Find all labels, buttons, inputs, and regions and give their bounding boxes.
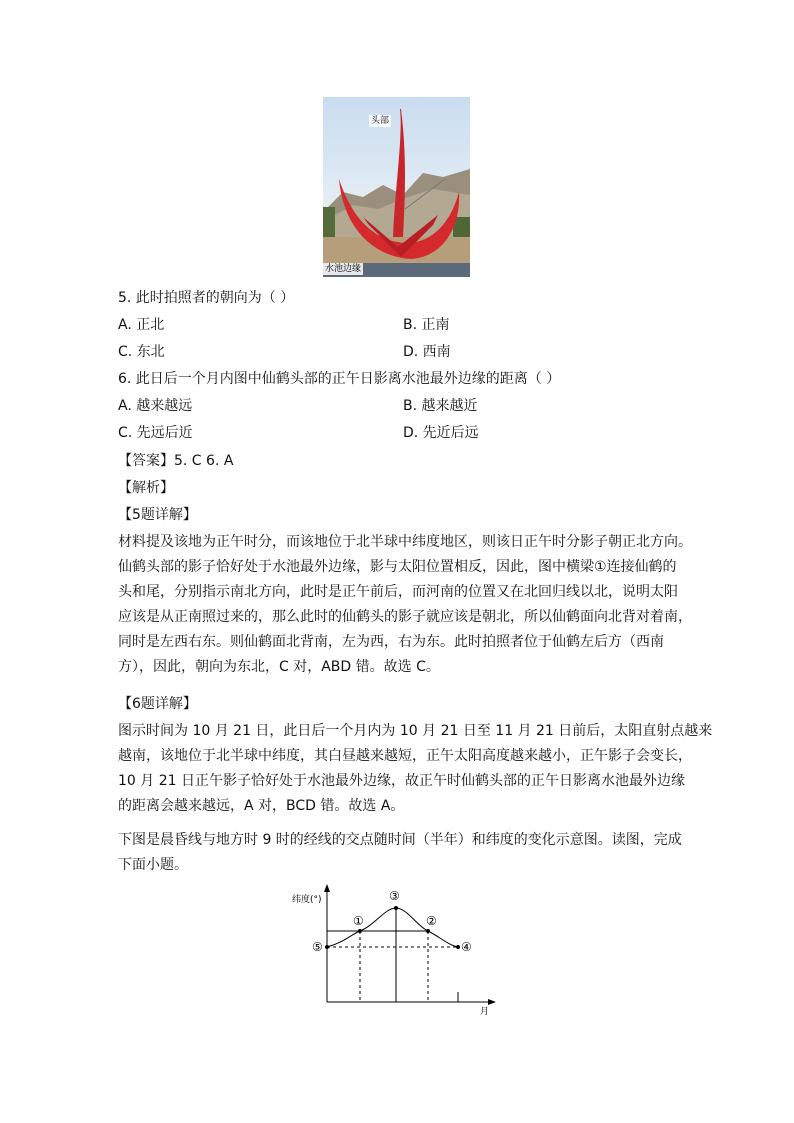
curve [327,908,458,947]
label-point-4: ④ [461,940,472,954]
detail-5-line: 材料提及该地为正午时分，而该地位于北半球中纬度地区，则该日正午时分影子朝正北方向。 [118,534,692,550]
label-point-1: ① [353,914,364,928]
photo-label-head: 头部 [371,116,390,126]
point-2 [426,929,430,933]
point-4 [456,945,460,949]
q5-option-c: C. 东北 [118,344,165,360]
detail-5-line: 方），因此，朝向为东北，C 对，ABD 错。故选 C。 [118,659,440,675]
photo-label-pool-edge: 水池边缘 [325,264,362,274]
detail-6-line: 越南，该地位于北半球中纬度，其白昼越来越短，正午太阳高度越来越小，正午影子会变长， [118,748,692,764]
y-axis-label: 纬度(°) [292,895,322,905]
sculpture-illustration [323,97,470,277]
q5-option-a: A. 正北 [118,317,165,333]
detail-5-line: 同时是左西右东。则仙鹤面北背南，左为西，右为东。此时拍照者位于仙鹤左后方（西南 [118,634,664,650]
answer-line: 【答案】5. C 6. A [118,453,234,469]
q6-option-d: D. 先近后远 [403,425,479,441]
q6-option-a: A. 越来越远 [118,398,193,414]
q5-option-d: D. 西南 [403,344,451,360]
detail-5-body [118,530,692,680]
figure-svg [290,882,502,1018]
q6-option-c: C. 先远后近 [118,425,193,441]
detail-5-heading: 【5题详解】 [118,507,197,523]
point-3 [394,906,398,910]
intro-line: 下面小题。 [118,857,188,873]
question-6-stem: 6. 此日后一个月内图中仙鹤头部的正午日影离水池最外边缘的距离（ ） [118,371,561,387]
point-5 [325,945,329,949]
detail-6-body [118,719,713,819]
y-axis-arrow [324,884,330,892]
x-axis-label: 月 [480,1007,490,1017]
analysis-heading: 【解析】 [118,480,174,496]
q5-option-b: B. 正南 [403,317,450,333]
x-axis-arrow [488,999,496,1005]
label-point-2: ② [426,914,437,928]
detail-6-line: 10 月 21 日正午影子恰好处于水池最外边缘，故正午时仙鹤头部的正午日影离水池最外边缘 [118,773,685,789]
detail-6-line: 的距离会越来越远，A 对，BCD 错。故选 A。 [118,798,405,814]
detail-5-line: 仙鹤头部的影子恰好处于水池最外边缘，影与太阳位置相反，因此，图中横梁①连接仙鹤的 [118,559,677,575]
detail-6-heading: 【6题详解】 [118,696,197,712]
intro-line: 下图是晨昏线与地方时 9 时的经线的交点随时间（半年）和纬度的变化示意图。读图，完成 [118,832,682,848]
detail-6-line: 图示时间为 10 月 21 日，此日后一个月内为 10 月 21 日至 11 月 21 日前后，太阳直射点越来 [118,723,713,739]
label-point-5: ⑤ [312,940,323,954]
detail-5-line: 应该是从正南照过来的，那么此时的仙鹤头的影子就应该是朝北，所以仙鹤面向北背对着南， [118,609,692,625]
detail-5-line: 头和尾，分别指示南北方向，此时是正午前后，而河南的位置又在北回归线以北，说明太阳 [118,584,678,600]
point-1 [358,929,362,933]
crane-sculpture-photo [323,97,470,277]
latitude-month-figure [290,882,502,1018]
q6-option-b: B. 越来越近 [403,398,478,414]
label-point-3: ③ [389,889,400,903]
question-5-stem: 5. 此时拍照者的朝向为（ ） [118,290,295,306]
intro-paragraph [118,828,682,878]
